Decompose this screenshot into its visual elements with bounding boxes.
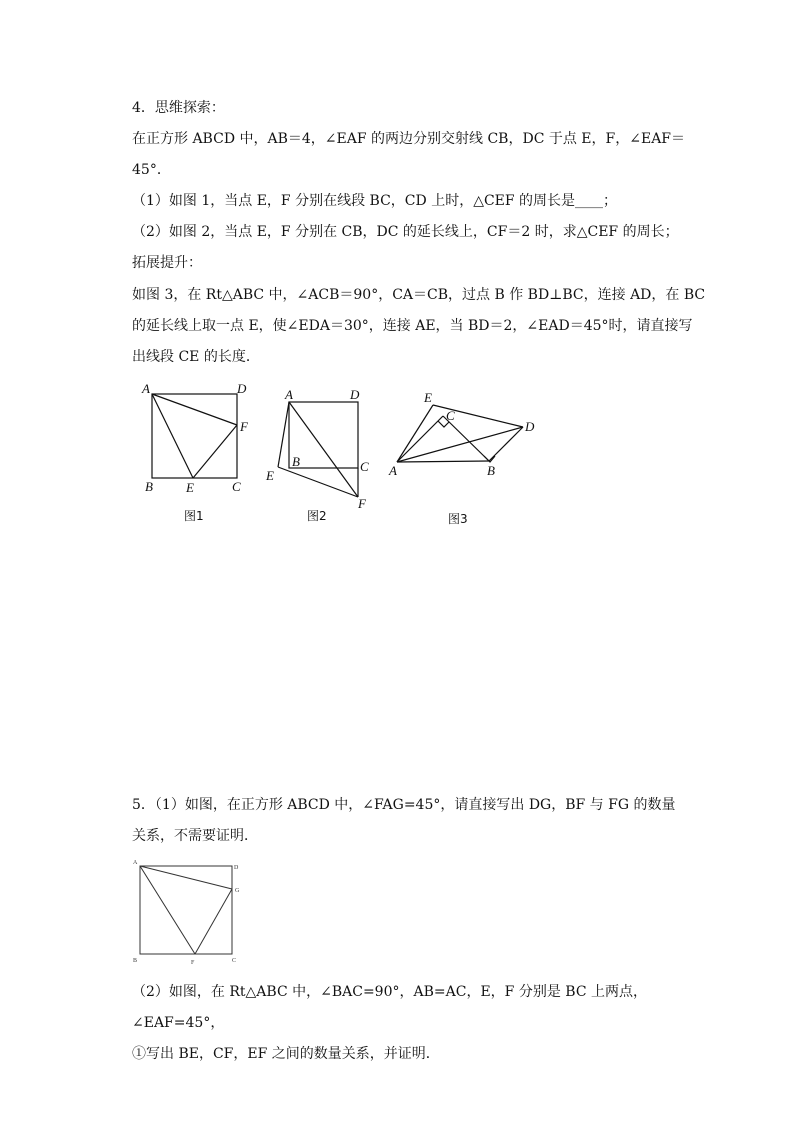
fig1-label-b: B [145, 479, 153, 494]
q5-part2-line1: （2）如图，在 Rt△ABC 中，∠BAC=90°，AB=AC，E，F 分别是 BC 上两点， [132, 984, 647, 1000]
fig1-caption: 图1 [184, 509, 204, 523]
fig1-label-c: C [232, 479, 241, 494]
fig2-label-a: A [285, 387, 293, 402]
q5-fig-label-c: C [232, 958, 237, 964]
q5-fig-label-a: A [133, 860, 138, 866]
q4-intro-line1: 在正方形 ABCD 中，AB＝4，∠EAF 的两边分别交射线 CB，DC 于点 E，F，∠EAF＝ [132, 131, 686, 147]
fig1-label-a: A [142, 381, 150, 396]
q4-heading: 4．思维探索： [132, 100, 225, 116]
q4-extension-line1: 如图 3，在 Rt△ABC 中，∠ACB＝90°，CA＝CB，过点 B 作 BD⊥BC，连接 AD，在 BC [132, 287, 706, 303]
fig3-label-d: D [525, 419, 535, 434]
fig2-caption: 图2 [307, 509, 327, 523]
q4-part2: （2）如图 2，当点 E，F 分别在 CB，DC 的延长线上，CF＝2 时，求△CEF 的周长； [132, 224, 679, 240]
fig3-label-b: B [487, 463, 495, 478]
fig3-caption: 图3 [448, 512, 468, 526]
q4-part1: （1）如图 1，当点 E，F 分别在线段 BC，CD 上时，△CEF 的周长是____； [132, 193, 618, 209]
q5-line2: 关系，不需要证明． [132, 828, 258, 844]
q5-line1: 5．（1）如图，在正方形 ABCD 中，∠FAG=45°，请直接写出 DG，BF 与 FG 的数量 [132, 797, 676, 813]
q4-extension-line2: 的延长线上取一点 E，使∠EDA＝30°，连接 AE，当 BD＝2，∠EAD＝45°时，请直接写 [132, 318, 693, 334]
q5-fig-label-f: F [191, 960, 195, 966]
q5-part2-line3: ①写出 BE，CF，EF 之间的数量关系，并证明． [132, 1046, 440, 1062]
q5-fig-label-d: D [234, 865, 239, 871]
fig2-label-d: D [350, 387, 360, 402]
fig2-label-b: B [292, 454, 300, 469]
q4-intro-line2: 45°． [132, 162, 171, 178]
fig2-label-f: F [358, 496, 366, 511]
fig3-label-c: C [446, 408, 455, 423]
fig3-label-a: A [389, 463, 397, 478]
q4-extension-line3: 出线段 CE 的长度． [132, 349, 260, 365]
fig1-label-f: F [240, 419, 248, 434]
fig2-label-e: E [266, 468, 274, 483]
fig2-label-c: C [360, 459, 369, 474]
q5-fig-label-g: G [235, 888, 240, 894]
q5-part2-line2: ∠EAF=45°， [132, 1015, 225, 1031]
q5-fig-label-b: B [133, 958, 138, 964]
fig1-label-d: D [237, 381, 247, 396]
q4-extend-title: 拓展提升： [132, 255, 202, 271]
fig3-label-e: E [424, 390, 432, 405]
fig1-label-e: E [186, 480, 194, 495]
